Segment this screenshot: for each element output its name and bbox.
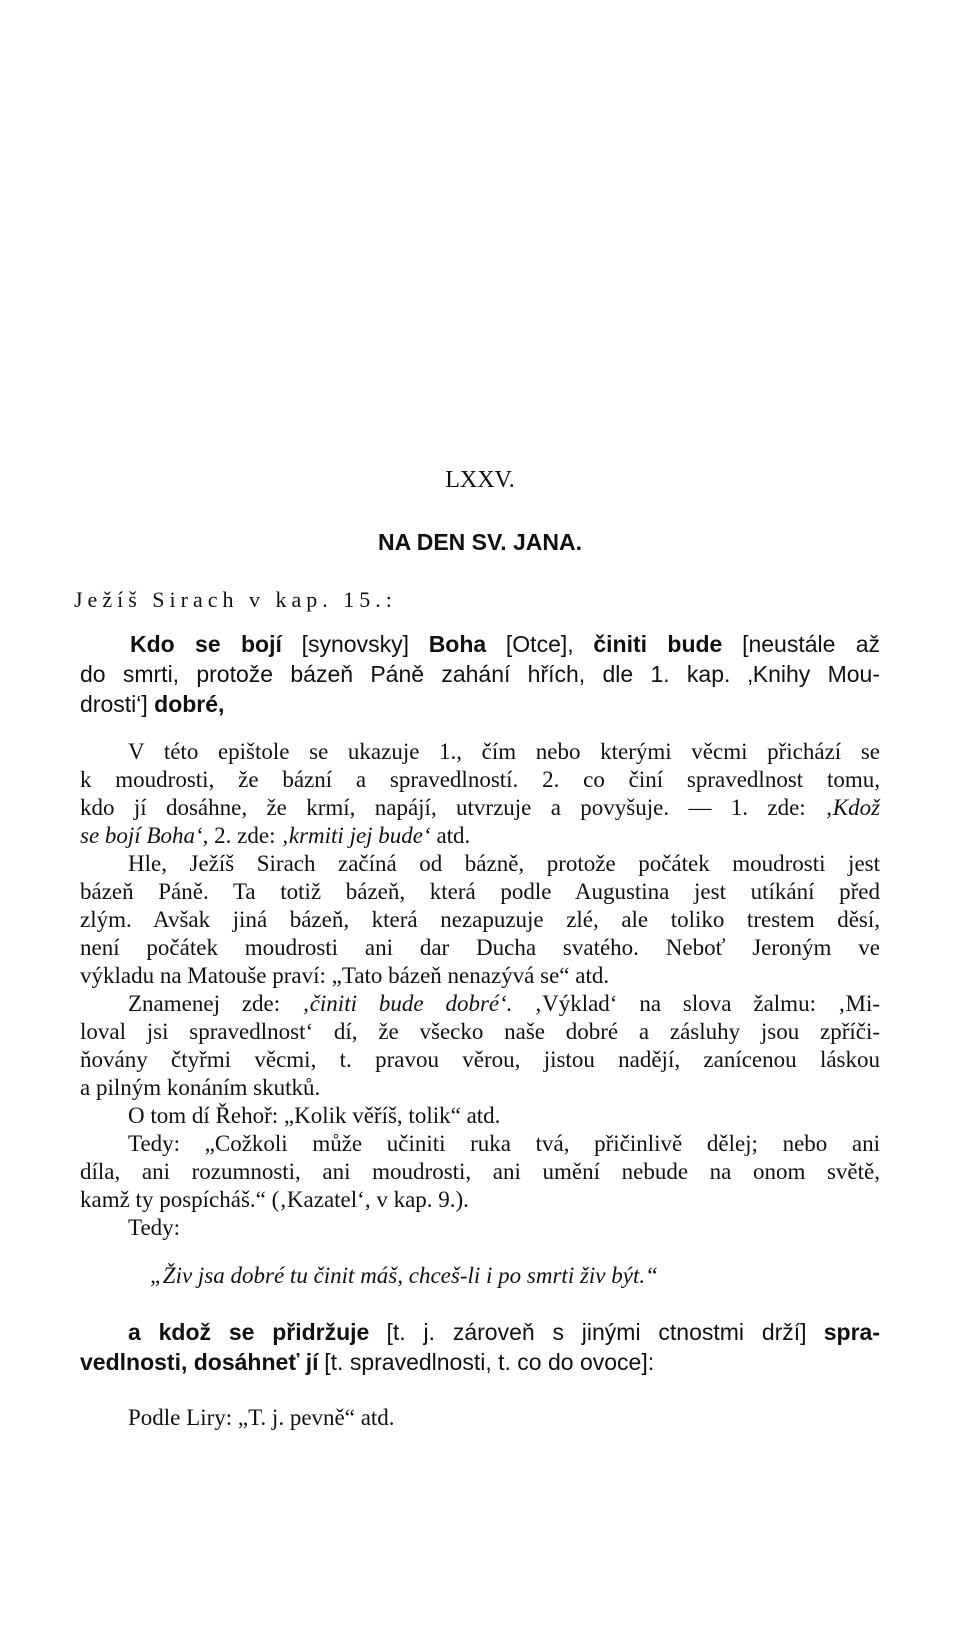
commentary-line: k moudrosti, že bázní a spravedlností. 2. co činí spravedlnost tomu, (80, 767, 880, 792)
verse1-text: Boha (428, 631, 487, 657)
closing-line: Podle Liry: „T. j. pevně“ atd. (128, 1405, 395, 1430)
commentary-text: atd. (436, 823, 471, 848)
commentary-line (80, 822, 470, 850)
commentary-line (80, 990, 880, 1018)
commentary-text: kdo jí dosáhne, že krmí, napájí, utvrzuje a povyšuje. — 1. zde: (80, 795, 806, 820)
commentary-text: ‚Výklad‘ na slova žalmu: ‚Mi- (534, 991, 881, 1016)
commentary-italic: se bojí Boha‘, (80, 823, 209, 848)
commentary-italic: ‚Kdož (825, 795, 881, 820)
verse1-text: dobré, (154, 691, 225, 717)
commentary-line: a pilným konáním skutků. (80, 1075, 321, 1100)
verse2-text: a kdož se přidržuje (128, 1319, 370, 1345)
commentary-line (80, 794, 880, 822)
commentary-text: 2. zde: (214, 823, 276, 848)
commentary-line: bázeň Páně. Ta totiž bázeň, která podle Augustina jest utíkání před (80, 879, 880, 904)
verse2-gloss: [t. spravedlnosti, t. co do ovoce]: (324, 1349, 655, 1375)
commentary-italic: ‚krmiti jej bude‘ (281, 823, 431, 848)
verse1-gloss: [Otce], (505, 631, 574, 657)
commentary-line: ňovány čtyřmi věcmi, t. pravou věrou, jistou nadějí, zanícenou láskou (80, 1047, 880, 1072)
commentary-line: díla, ani rozumnosti, ani moudrosti, ani umění nebude na onom světě, (80, 1159, 880, 1184)
commentary-line: výkladu na Matouše praví: „Tato bázeň nenazývá se“ atd. (80, 963, 610, 988)
verse2-text: vedlnosti, dosáhneť jí (80, 1349, 319, 1375)
verse2-text: spra- (823, 1319, 881, 1345)
commentary-line: loval jsi spravedlnost‘ dí, že všecko naše dobré a zásluhy jsou zpříči- (80, 1019, 880, 1044)
commentary-line: kamž ty pospícháš.“ (‚Kazatel‘, v kap. 9.). (80, 1187, 469, 1212)
verse1-text: činiti bude (593, 631, 723, 657)
chapter-title: NA DEN SV. JANA. (377, 529, 583, 555)
verse1-line2: do smrti, protože bázeň Páně zahání hřích, dle 1. kap. ‚Knihy Mou- (80, 661, 880, 687)
commentary-line: V této epištole se ukazuje 1., čím nebo kterými věcmi přichází se (128, 739, 880, 764)
verse2-line2 (80, 1348, 654, 1377)
chapter-number: LXXV. (445, 467, 515, 493)
commentary-text: Znamenej zde: (128, 991, 281, 1016)
verse1-gloss: [neustále až (742, 631, 881, 657)
commentary-italic: ‚činiti bude dobré‘. (302, 991, 513, 1016)
commentary-line: Hle, Ježíš Sirach začíná od bázně, protože počátek moudrosti jest (128, 851, 880, 876)
commentary-line: Tedy: „Cožkoli může učiniti ruka tvá, přičinlivě dělej; nebo ani (128, 1131, 880, 1156)
commentary-line: zlým. Avšak jiná bázeň, která nezapuzuje zlé, ale toliko trestem děsí, (80, 907, 880, 932)
verse1-line3 (80, 690, 224, 718)
verse1-gloss: drosti‘] (80, 691, 148, 717)
verse1-gloss: [synovsky] (301, 631, 409, 657)
commentary-line: není počátek moudrosti ani dar Ducha svatého. Neboť Jeroným ve (80, 935, 880, 960)
verse2-line1 (80, 1318, 880, 1347)
verse1-text: Kdo se bojí (130, 631, 282, 657)
verse1-line1 (80, 630, 880, 659)
verse2-gloss: [t. j. zároveň s jinými ctnostmi drží] (386, 1319, 807, 1345)
verse-quote: „Živ jsa dobré tu činit máš, chceš-li i po smrti živ být.“ (150, 1263, 658, 1288)
source-reference: Ježíš Sirach v kap. 15.: (74, 587, 397, 612)
commentary-line: O tom dí Řehoř: „Kolik věříš, tolik“ atd. (128, 1103, 501, 1128)
commentary-line: Tedy: (128, 1215, 181, 1240)
